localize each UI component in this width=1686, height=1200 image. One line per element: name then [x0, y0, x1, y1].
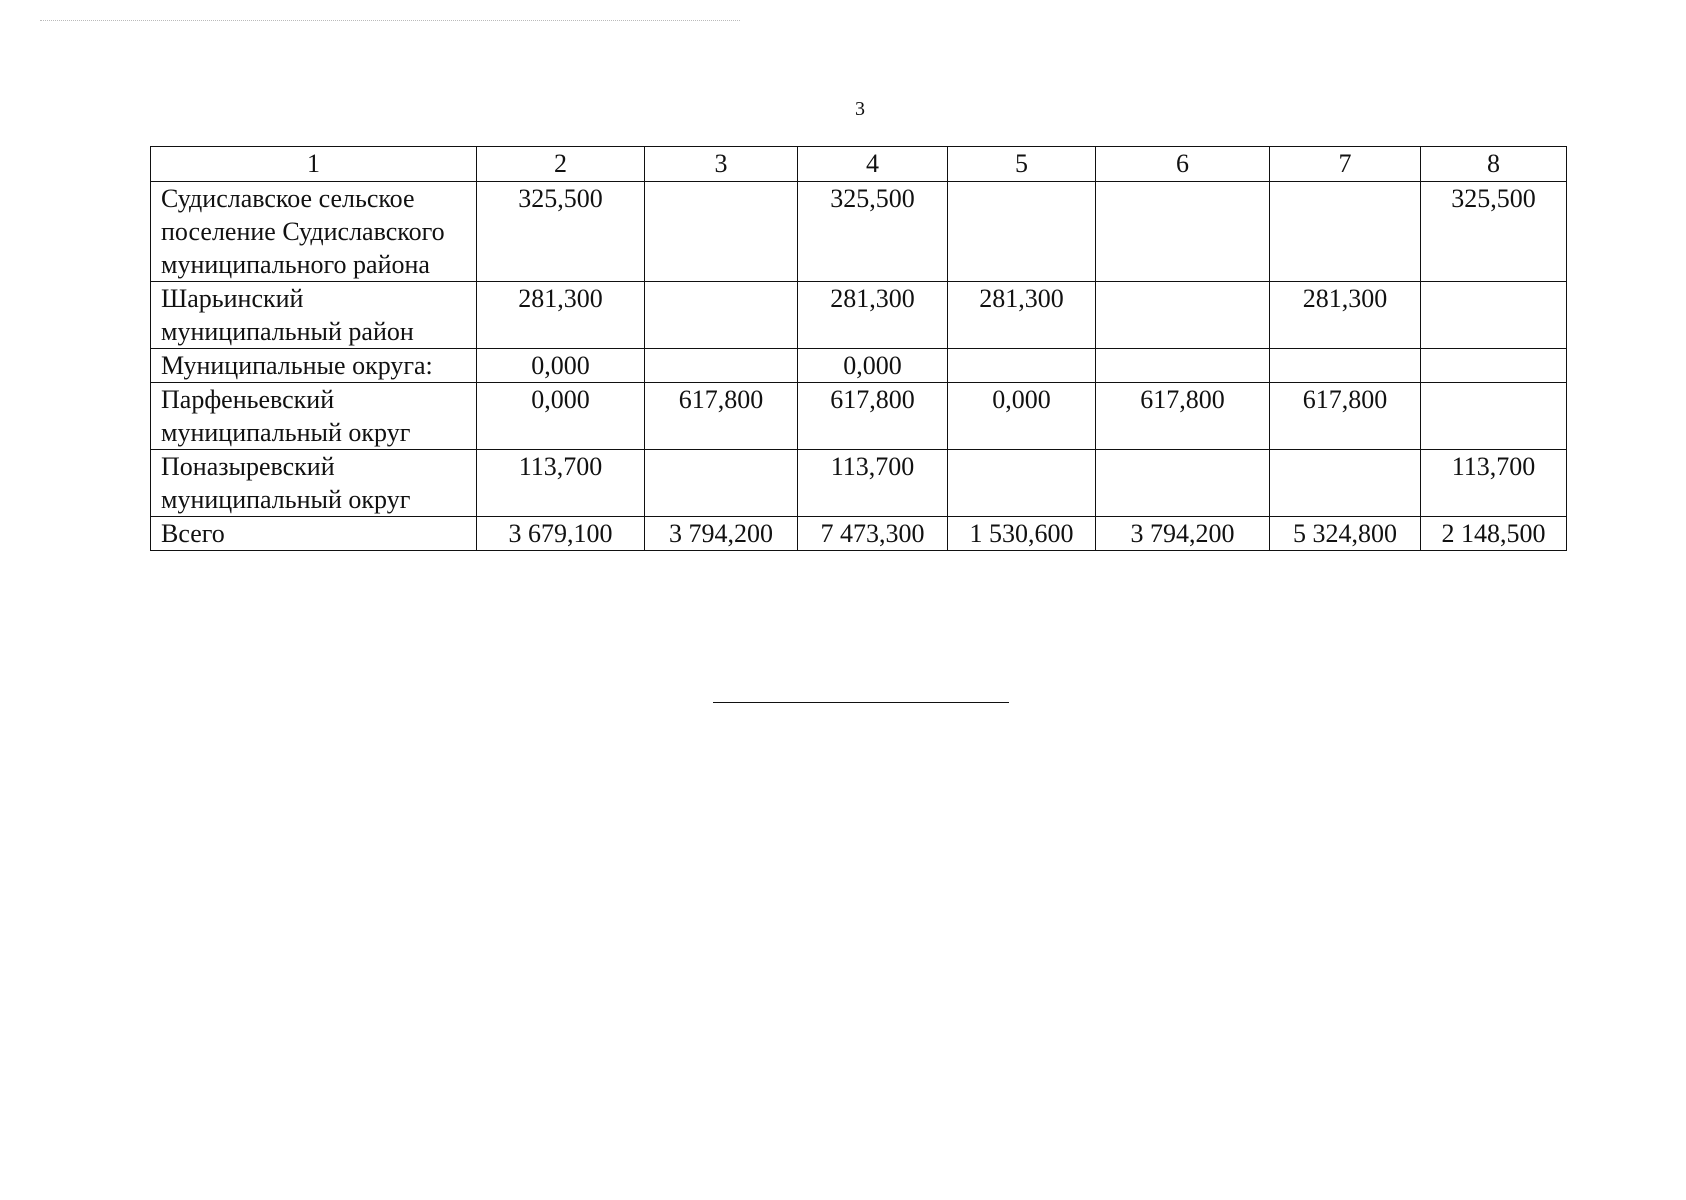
column-header: 4 [798, 147, 948, 182]
column-header: 2 [477, 147, 645, 182]
value-cell: 113,700 [1421, 450, 1567, 517]
value-cell: 617,800 [1096, 383, 1270, 450]
value-cell: 2 148,500 [1421, 517, 1567, 551]
value-cell [1421, 383, 1567, 450]
value-cell [1421, 282, 1567, 349]
value-cell [948, 349, 1096, 383]
value-cell: 617,800 [1270, 383, 1421, 450]
column-header: 7 [1270, 147, 1421, 182]
column-header: 5 [948, 147, 1096, 182]
column-header: 1 [151, 147, 477, 182]
total-row [151, 517, 1567, 551]
value-cell [1270, 450, 1421, 517]
row-name-cell: Всего [151, 517, 477, 551]
page-number: 3 [855, 98, 865, 120]
value-cell [645, 282, 798, 349]
table-row [151, 450, 1567, 517]
row-name-cell: Судиславское сельское поселение Судиславского муниципального района [151, 182, 477, 282]
value-cell: 325,500 [477, 182, 645, 282]
value-cell [1096, 182, 1270, 282]
value-cell: 281,300 [1270, 282, 1421, 349]
value-cell: 0,000 [948, 383, 1096, 450]
value-cell [1096, 282, 1270, 349]
value-cell: 5 324,800 [1270, 517, 1421, 551]
value-cell: 3 679,100 [477, 517, 645, 551]
value-cell: 0,000 [477, 349, 645, 383]
value-cell [645, 349, 798, 383]
value-cell [1096, 349, 1270, 383]
value-cell [1270, 182, 1421, 282]
row-name-cell: Поназыревский муниципальный округ [151, 450, 477, 517]
row-name-cell: Парфеньевский муниципальный округ [151, 383, 477, 450]
column-header: 3 [645, 147, 798, 182]
header-row [151, 147, 1567, 182]
table-row [151, 182, 1567, 282]
value-cell [948, 182, 1096, 282]
value-cell: 1 530,600 [948, 517, 1096, 551]
value-cell: 3 794,200 [645, 517, 798, 551]
value-cell: 0,000 [477, 383, 645, 450]
value-cell [1421, 349, 1567, 383]
column-header: 8 [1421, 147, 1567, 182]
value-cell: 7 473,300 [798, 517, 948, 551]
value-cell: 281,300 [948, 282, 1096, 349]
value-cell: 281,300 [798, 282, 948, 349]
row-name-cell: Муниципальные округа: [151, 349, 477, 383]
value-cell: 325,500 [1421, 182, 1567, 282]
table-row [151, 349, 1567, 383]
value-cell: 113,700 [798, 450, 948, 517]
value-cell [645, 450, 798, 517]
value-cell: 3 794,200 [1096, 517, 1270, 551]
value-cell: 617,800 [798, 383, 948, 450]
value-cell: 281,300 [477, 282, 645, 349]
value-cell: 113,700 [477, 450, 645, 517]
table-row [151, 383, 1567, 450]
row-name-cell: Шарьинский муниципальный район [151, 282, 477, 349]
value-cell [1096, 450, 1270, 517]
value-cell [645, 182, 798, 282]
value-cell [1270, 349, 1421, 383]
value-cell: 617,800 [645, 383, 798, 450]
value-cell [948, 450, 1096, 517]
closing-rule [713, 702, 1009, 703]
data-table [150, 146, 1567, 551]
scan-artifact-line [40, 20, 740, 21]
value-cell: 0,000 [798, 349, 948, 383]
table-row [151, 282, 1567, 349]
value-cell: 325,500 [798, 182, 948, 282]
column-header: 6 [1096, 147, 1270, 182]
